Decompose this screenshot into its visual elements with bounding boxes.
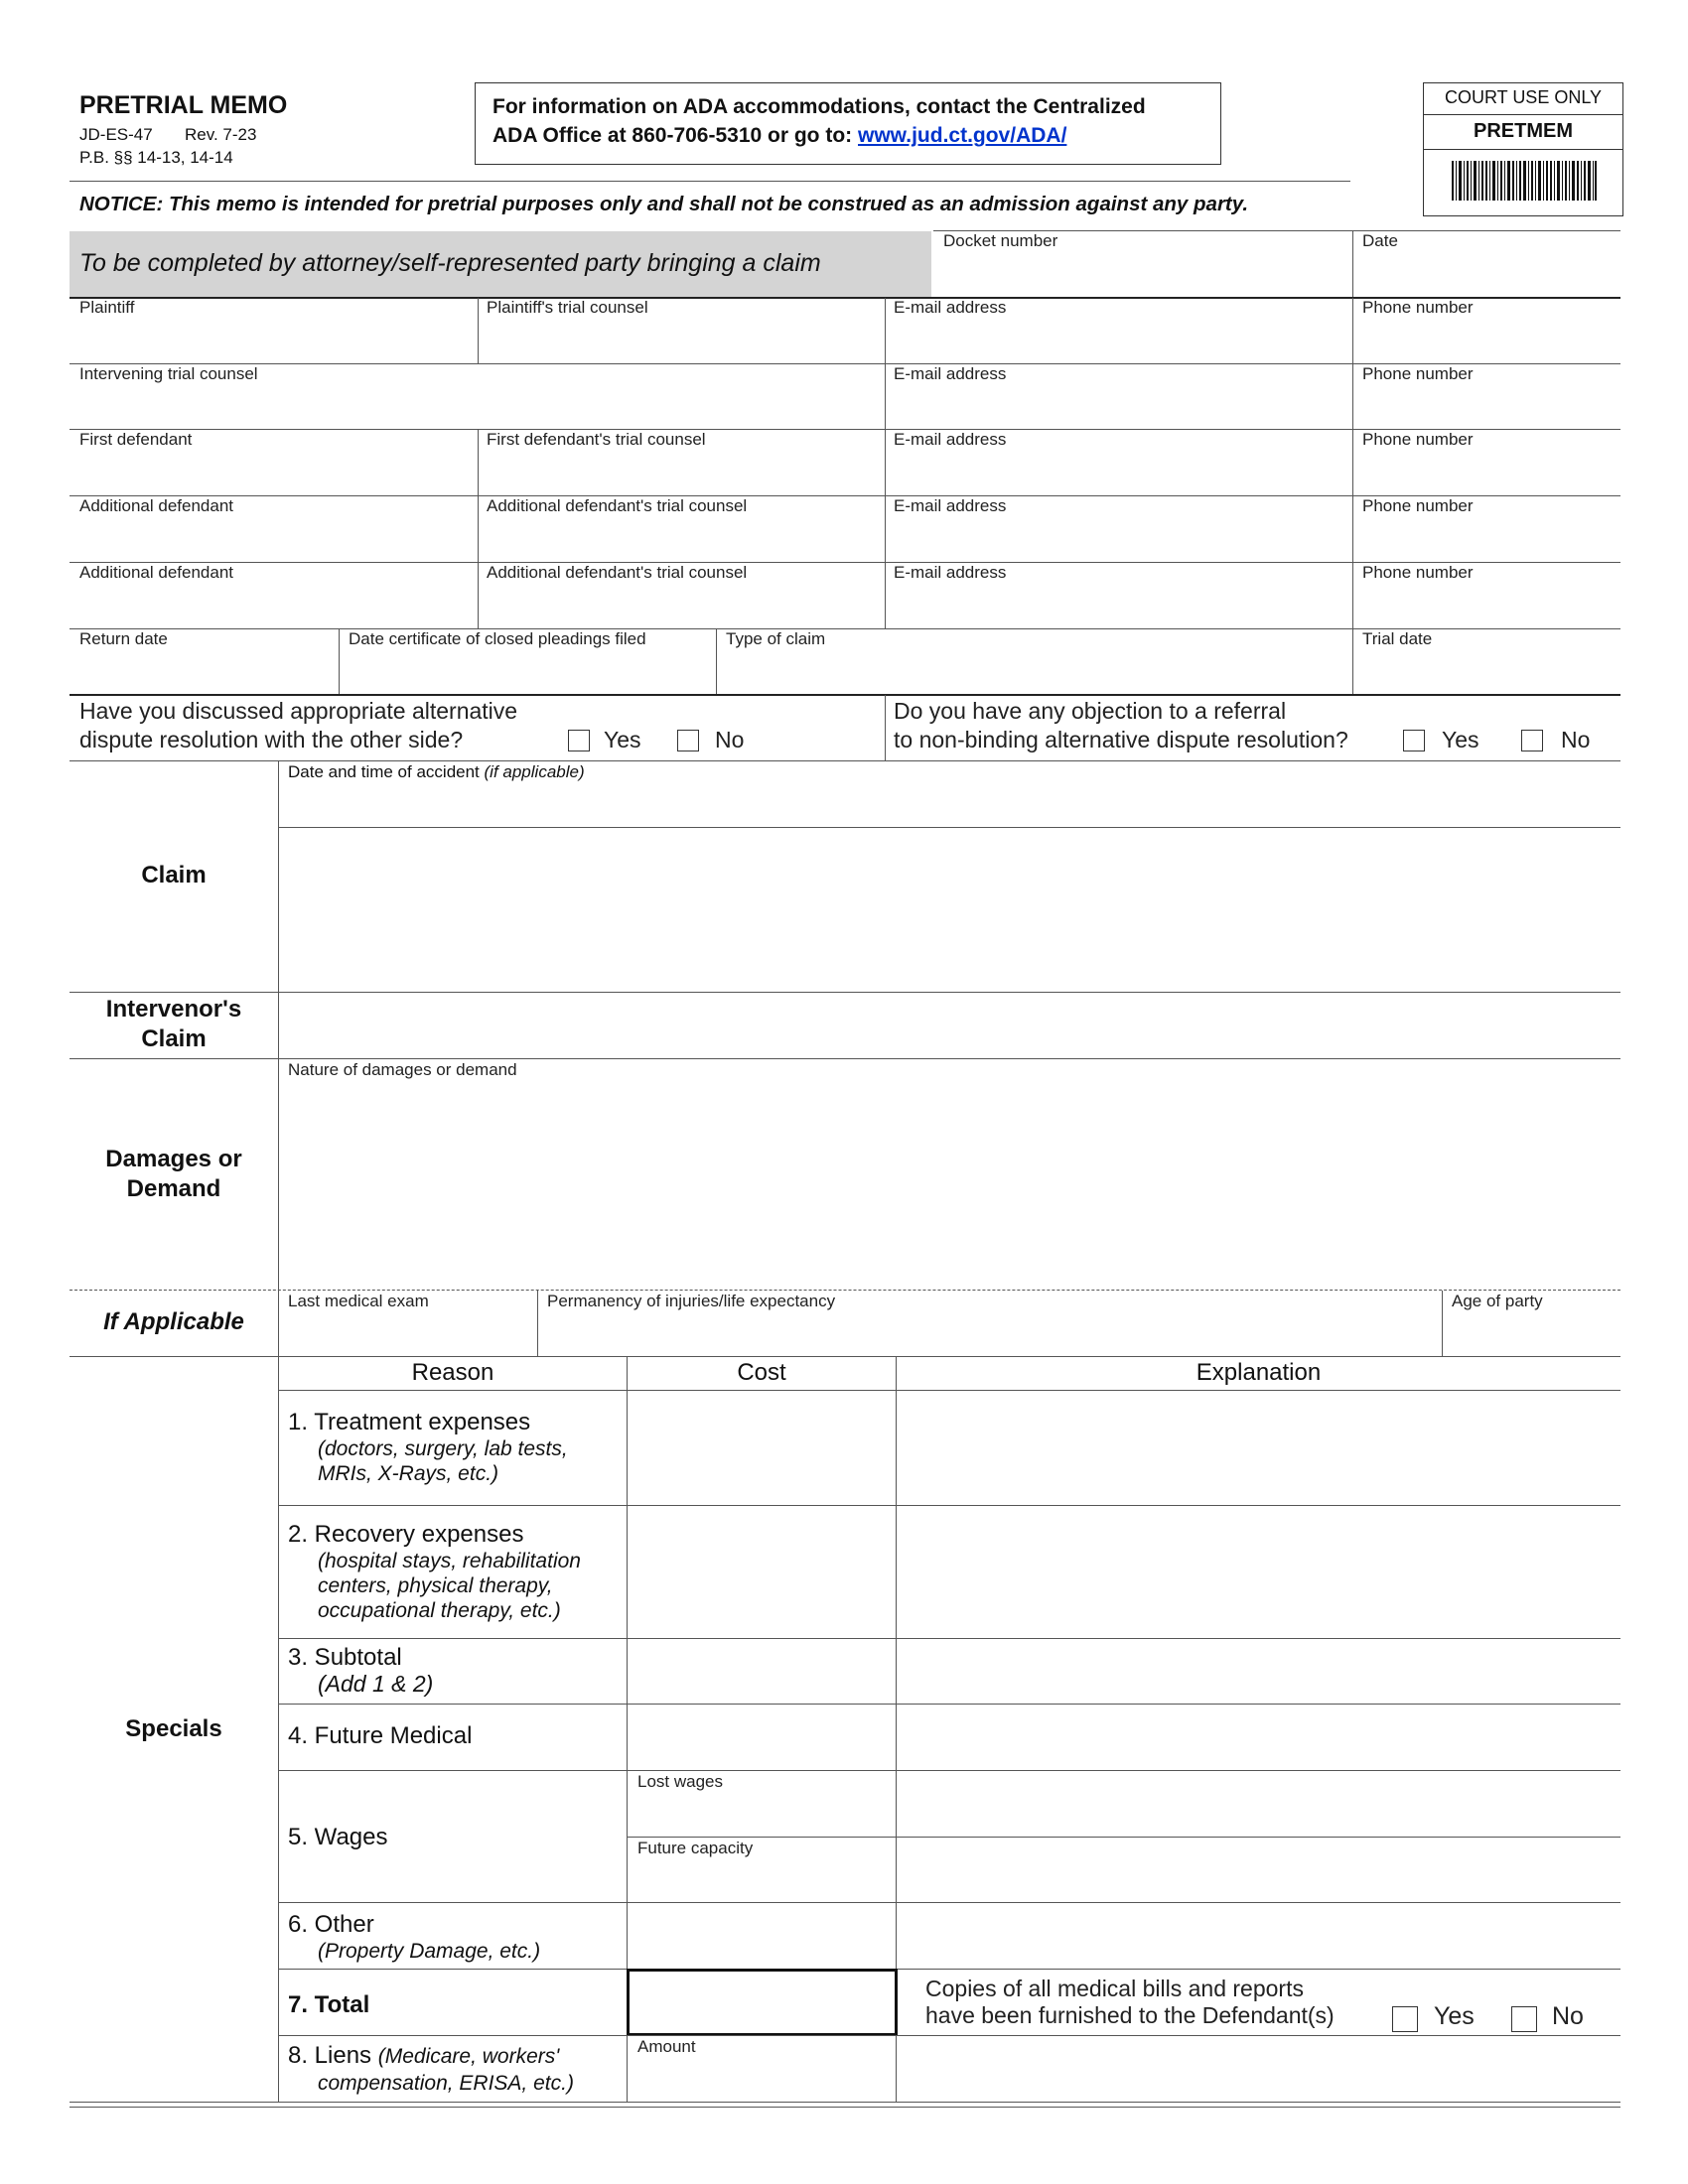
future-medical-row [288, 1722, 472, 1750]
intervening-email-label: E-mail address [894, 364, 1007, 383]
col-divider-a2 [478, 430, 479, 628]
accident-label-text: Date and time of accident [288, 762, 480, 781]
first-defendant-label: First defendant [79, 430, 193, 449]
date-label: Date [1362, 231, 1398, 250]
accident-rule [279, 827, 1620, 828]
claim-side-label: Claim [141, 862, 207, 888]
intervenor-bottom-rule [70, 1058, 1620, 1059]
copies-furnished-yes-checkbox[interactable] [1392, 2006, 1418, 2032]
damages-bottom-rule [70, 1290, 1620, 1291]
adr-objection-line-2: to non-binding alternative dispute resolution? [894, 727, 1348, 752]
col-divider-e [716, 629, 717, 695]
section-banner-text: To be completed by attorney/self-represented party bringing a claim [79, 249, 821, 277]
age-divider [1442, 1291, 1443, 1356]
cost-column-header: Cost [737, 1359, 786, 1386]
wages-split-rule [628, 1837, 1620, 1838]
additional-defendant-1-counsel-label: Additional defendant's trial counsel [487, 496, 748, 515]
liens-note-2: compensation, ERISA, etc.) [318, 2072, 574, 2095]
specials-side-label: Specials [125, 1715, 222, 1742]
adr-objection-yes-checkbox[interactable] [1403, 730, 1425, 751]
plaintiff-phone-label: Phone number [1362, 298, 1474, 317]
row-1-rule [279, 1505, 1620, 1506]
additional-defendant-1-email-label: E-mail address [894, 496, 1007, 515]
bottom-rule-1 [70, 2102, 1620, 2103]
docket-number-label: Docket number [943, 231, 1058, 250]
recovery-expenses-label: 2. Recovery expenses [288, 1521, 524, 1548]
wages-label: 5. Wages [288, 1824, 388, 1850]
recovery-expenses-note-1: (hospital stays, rehabilitation [318, 1550, 581, 1572]
accident-label [288, 762, 585, 782]
row-rule-7 [70, 694, 1620, 696]
intervenor-side-label-2: Claim [141, 1025, 207, 1052]
reason-column-header: Reason [411, 1359, 494, 1386]
closed-pleadings-label: Date certificate of closed pleadings filed [349, 629, 646, 648]
adr-discussed-yes-checkbox[interactable] [568, 730, 590, 751]
intervening-phone-label: Phone number [1362, 364, 1474, 383]
explanation-column-header: Explanation [1196, 1359, 1322, 1386]
copies-furnished-no-checkbox[interactable] [1511, 2006, 1537, 2032]
adr-discussed-no-checkbox[interactable] [677, 730, 699, 751]
adr-discussed-line-2: dispute resolution with the other side? [79, 727, 464, 752]
type-of-claim-label: Type of claim [726, 629, 826, 648]
total-cost-box[interactable] [627, 1969, 898, 2036]
permanency-label: Permanency of injuries/life expectancy [547, 1292, 836, 1310]
intervening-counsel-label: Intervening trial counsel [79, 364, 258, 383]
recovery-expenses-note-2: centers, physical therapy, [318, 1574, 553, 1597]
ada-line-2 [492, 124, 1066, 148]
additional-defendant-2-email-label: E-mail address [894, 563, 1007, 582]
court-use-divider-2 [1424, 149, 1622, 150]
ada-notice-box [475, 82, 1221, 165]
section-banner [70, 231, 931, 298]
subtotal-note: (Add 1 & 2) [318, 1671, 434, 1697]
adr-objection-line-1: Do you have any objection to a referral [894, 698, 1287, 724]
other-row [288, 1911, 540, 1964]
docket-date-divider [1352, 231, 1353, 298]
additional-defendant-2-counsel-label: Additional defendant's trial counsel [487, 563, 748, 582]
adr-discussed-no-label: No [715, 727, 745, 752]
col-divider-a [478, 298, 479, 363]
row-7-rule [279, 2035, 1620, 2036]
plaintiff-email-label: E-mail address [894, 298, 1007, 317]
accident-label-note: (if applicable) [484, 762, 585, 781]
if-applicable-bottom-rule [70, 1356, 1620, 1357]
liens-label: 8. Liens [288, 2042, 372, 2069]
plaintiff-label: Plaintiff [79, 298, 135, 317]
treatment-expenses-note-2: MRIs, X-Rays, etc.) [318, 1462, 499, 1485]
rule-reference: P.B. §§ 14-13, 14-14 [79, 148, 233, 167]
treatment-expenses-row [288, 1409, 568, 1486]
if-applicable-side-label: If Applicable [103, 1308, 244, 1335]
additional-defendant-2-phone-label: Phone number [1362, 563, 1474, 582]
first-defendant-email-label: E-mail address [894, 430, 1007, 449]
col-divider-c [1352, 298, 1353, 695]
copies-furnished-no-label: No [1552, 2002, 1584, 2030]
total-label: 7. Total [288, 1991, 370, 2018]
treatment-expenses-label: 1. Treatment expenses [288, 1409, 531, 1435]
exam-divider [537, 1291, 538, 1356]
liens-row [288, 2042, 574, 2096]
adr-divider [885, 695, 886, 760]
copies-furnished-yes-label: Yes [1434, 2002, 1475, 2030]
court-use-label: COURT USE ONLY [1444, 87, 1603, 107]
damages-label: Nature of damages or demand [288, 1060, 517, 1079]
copies-furnished-line-2: have been furnished to the Defendant(s) [925, 2002, 1335, 2028]
trial-date-label: Trial date [1362, 629, 1433, 648]
subtotal-row [288, 1644, 433, 1697]
damages-side-label-1: Damages or [105, 1146, 242, 1172]
adr-objection-no-checkbox[interactable] [1521, 730, 1543, 751]
liens-amount-label: Amount [637, 2037, 696, 2056]
plaintiff-counsel-label: Plaintiff's trial counsel [487, 298, 648, 317]
row-4-rule [279, 1770, 1620, 1771]
claim-bottom-rule [70, 992, 1620, 993]
court-use-box [1423, 82, 1623, 216]
additional-defendant-1-label: Additional defendant [79, 496, 234, 515]
form-title: PRETRIAL MEMO [79, 91, 288, 119]
adr-discussed-line-1: Have you discussed appropriate alternative [79, 698, 518, 724]
col-divider-b [885, 298, 886, 628]
additional-defendant-2-label: Additional defendant [79, 563, 234, 582]
specials-header-rule [279, 1390, 1620, 1391]
subtotal-label: 3. Subtotal [288, 1644, 402, 1671]
treatment-expenses-note-1: (doctors, surgery, lab tests, [318, 1437, 568, 1460]
ada-link[interactable]: www.jud.ct.gov/ADA/ [858, 124, 1067, 147]
ada-line-1: For information on ADA accommodations, contact the Centralized [492, 95, 1146, 118]
damages-side-label-2: Demand [126, 1175, 221, 1202]
left-column-divider [278, 761, 279, 2102]
barcode-icon [1452, 161, 1597, 201]
last-medical-exam-label: Last medical exam [288, 1292, 429, 1310]
row-rule-8 [70, 760, 1620, 761]
future-capacity-label: Future capacity [637, 1839, 754, 1857]
col-divider-d [339, 629, 340, 695]
first-defendant-phone-label: Phone number [1362, 430, 1474, 449]
adr-objection-yes-label: Yes [1442, 727, 1479, 752]
row-6-rule [279, 1969, 1620, 1970]
ada-line-2-text: ADA Office at 860-706-5310 or go to: [492, 124, 853, 147]
adr-discussed-yes-label: Yes [604, 727, 641, 752]
row-3-rule [279, 1704, 1620, 1705]
recovery-expenses-note-3: occupational therapy, etc.) [318, 1599, 561, 1622]
future-medical-label: 4. Future Medical [288, 1722, 473, 1749]
bottom-rule-2 [70, 2107, 1620, 2108]
age-of-party-label: Age of party [1452, 1292, 1543, 1310]
return-date-label: Return date [79, 629, 168, 648]
wages-row [288, 1824, 388, 1851]
additional-defendant-1-phone-label: Phone number [1362, 496, 1474, 515]
liens-note-1: (Medicare, workers' [377, 2045, 560, 2068]
other-label: 6. Other [288, 1911, 374, 1938]
adr-objection-no-label: No [1561, 727, 1591, 752]
court-use-divider [1424, 114, 1622, 115]
court-use-code: PRETMEM [1474, 120, 1573, 142]
row-2-rule [279, 1638, 1620, 1639]
total-row [288, 1991, 369, 2019]
recovery-expenses-row [288, 1521, 581, 1623]
first-defendant-counsel-label: First defendant's trial counsel [487, 430, 706, 449]
lost-wages-label: Lost wages [637, 1772, 723, 1791]
copies-furnished-line-1: Copies of all medical bills and reports [925, 1976, 1304, 2001]
row-5-rule [279, 1902, 1620, 1903]
notice-text: NOTICE: This memo is intended for pretrial purposes only and shall not be construed as an admission against any party. [79, 193, 1249, 215]
intervenor-side-label-1: Intervenor's [105, 996, 242, 1023]
header-rule [70, 181, 1350, 182]
form-id: JD-ES-47 [79, 125, 153, 144]
form-revision: Rev. 7-23 [185, 125, 257, 144]
other-note: (Property Damage, etc.) [318, 1940, 541, 1963]
